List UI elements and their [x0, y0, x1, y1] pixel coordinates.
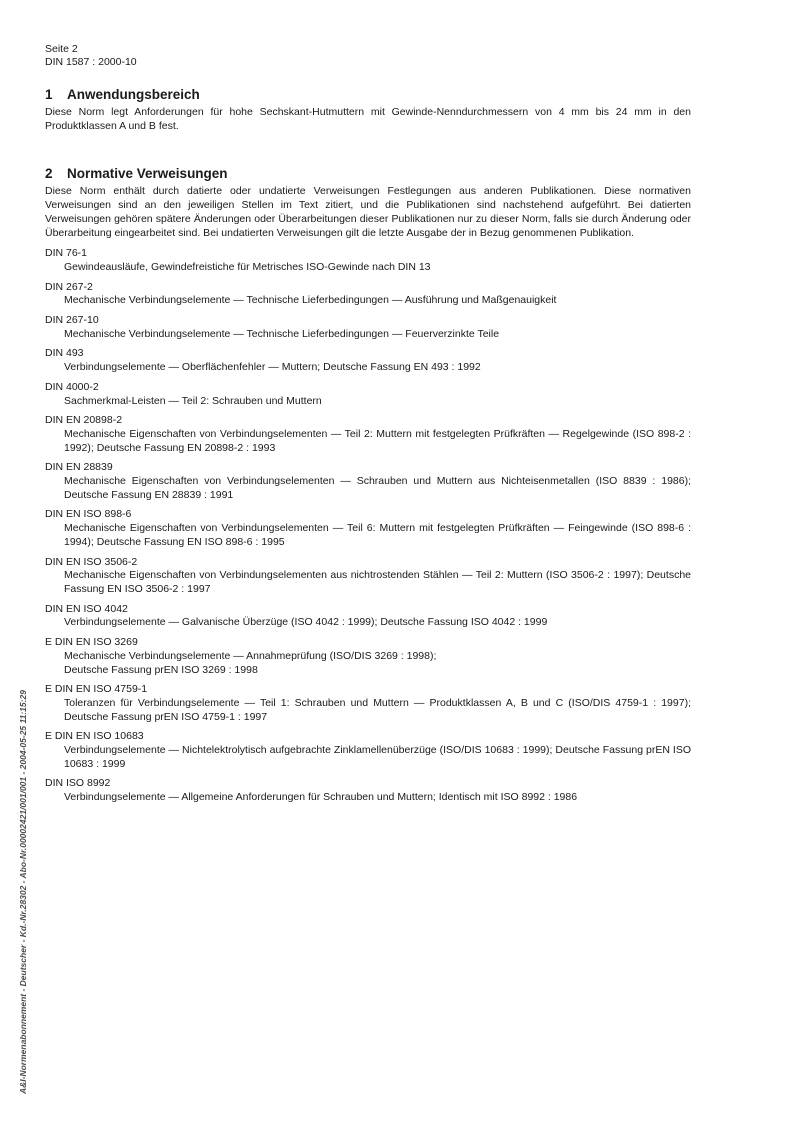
reference-title: Verbindungselemente — Galvanische Überzüge (ISO 4042 : 1999); Deutsche Fassung ISO 4042 : 1999	[64, 616, 548, 629]
reference-item	[45, 683, 691, 724]
reference-item	[45, 636, 691, 677]
reference-title: Mechanische Eigenschaften von Verbindungselementen — Teil 2: Muttern mit festgelegten Prüfkräften — Regelgewinde (ISO 898-2 : 1992); Deutsche Fassung EN 20898-2 : 1993	[64, 427, 691, 454]
section-title: Anwendungsbereich	[67, 87, 200, 102]
reference-item	[45, 556, 691, 597]
reference-title: Mechanische Verbindungselemente — Annahmeprüfung (ISO/DIS 3269 : 1998); Deutsche Fassung prEN ISO 3269 : 1998	[64, 649, 437, 676]
reference-item	[45, 347, 691, 374]
reference-title: Gewindeausläufe, Gewindefreistiche für Metrisches ISO-Gewinde nach DIN 13	[64, 260, 431, 273]
section-title: Normative Verweisungen	[67, 166, 228, 182]
reference-item	[45, 461, 691, 502]
reference-title: Mechanische Eigenschaften von Verbindungselementen aus nichtrostenden Stählen — Teil 2: Muttern (ISO 3506-2 : 1997); Deutsche Fassung EN ISO 3506-2 : 1997	[64, 569, 691, 595]
section-number: 2	[45, 166, 53, 182]
reference-title: Mechanische Verbindungselemente — Technische Lieferbedingungen — Feuerverzinkte Teile	[64, 327, 500, 340]
reference-title: Mechanische Eigenschaften von Verbindungselementen — Teil 6: Muttern mit festgelegten Prüfkräften — Feingewinde (ISO 898-6 : 1994); Deutsche Fassung EN ISO 898-6 : 1995	[64, 522, 691, 548]
reference-code: DIN EN ISO 898-6	[45, 508, 132, 521]
reference-title: Mechanische Verbindungselemente — Technische Lieferbedingungen — Ausführung und Maßgenauigkeit	[64, 294, 557, 307]
reference-list	[45, 247, 691, 805]
section-paragraph: Diese Norm legt Anforderungen für hohe Sechskant-Hutmuttern mit Gewinde-Nenndurchmessern von 4 mm bis 24 mm in den Produktklassen A und B fest.	[45, 106, 691, 132]
reference-item	[45, 603, 691, 630]
reference-item	[45, 777, 691, 804]
reference-title: Mechanische Eigenschaften von Verbindungselementen — Schrauben und Muttern aus Nichteisenmetallen (ISO 8839 : 1986); Deutsche Fassung EN 28839 : 1991	[64, 475, 691, 501]
reference-code: DIN 493	[45, 347, 84, 360]
reference-item	[45, 508, 691, 549]
reference-item	[45, 730, 691, 771]
reference-code: E DIN EN ISO 4759-1	[45, 683, 148, 696]
reference-code: DIN EN 20898-2	[45, 414, 123, 427]
reference-code: DIN ISO 8992	[45, 777, 111, 790]
document-id: DIN 1587 : 2000-10	[45, 56, 137, 68]
section-paragraph: Diese Norm enthält durch datierte oder undatierte Verweisungen Festlegungen aus anderen Publikationen. Diese normativen Verweisungen sind an den jeweiligen Stellen im Text zitiert, und die Publikationen sind nachstehend aufgeführt. Bei datierten Verweisungen gehören spätere Änderungen oder Überarbeitungen dieser Publikationen nur zu dieser Norm, falls sie durch Änderung oder Überarbeitung eingearbeitet sind. Bei undatierten Verweisungen gilt die letzte Ausgabe der in Bezug genommenen Publikation.	[45, 185, 691, 239]
reference-code: DIN 267-2	[45, 280, 93, 293]
reference-title: Verbindungselemente — Allgemeine Anforderungen für Schrauben und Muttern; Identisch mit ISO 8992 : 1986	[64, 791, 578, 804]
section-heading	[45, 166, 691, 182]
section-normative-references	[45, 166, 691, 804]
reference-code: DIN 4000-2	[45, 380, 99, 393]
reference-item	[45, 314, 691, 341]
section-number: 1	[45, 87, 53, 102]
reference-code: DIN 76-1	[45, 247, 88, 260]
section-heading	[45, 87, 691, 103]
reference-item	[45, 281, 691, 308]
reference-code: DIN EN 28839	[45, 461, 113, 474]
reference-code: E DIN EN ISO 10683	[45, 730, 144, 743]
section-scope	[45, 87, 691, 133]
document-body	[45, 87, 691, 811]
reference-title: Toleranzen für Verbindungselemente — Teil 1: Schrauben und Muttern — Produktklassen A, B und C (ISO/DIS 4759-1 : 1997); Deutsche Fassung prEN ISO 4759-1 : 1997	[64, 696, 691, 723]
license-watermark-note: A&I-Normenabonnement - Deutscher - Kd.-Nr.28302 - Abo-Nr.00002421/001/001 - 2004-05-25 11:15:29	[18, 690, 28, 1094]
reference-code: DIN EN ISO 3506-2	[45, 555, 138, 568]
page-label: Seite 2	[45, 43, 78, 55]
reference-code: DIN EN ISO 4042	[45, 602, 128, 615]
reference-title: Verbindungselemente — Oberflächenfehler — Muttern; Deutsche Fassung EN 493 : 1992	[64, 361, 481, 374]
reference-item	[45, 381, 691, 408]
page-header	[45, 43, 137, 69]
reference-title: Verbindungselemente — Nichtelektrolytisch aufgebrachte Zinklamellenüberzüge (ISO/DIS 10683 : 1999); Deutsche Fassung prEN ISO 10683 : 1999	[64, 744, 691, 770]
reference-code: E DIN EN ISO 3269	[45, 636, 138, 649]
reference-title: Sachmerkmal-Leisten — Teil 2: Schrauben und Muttern	[64, 394, 322, 407]
reference-code: DIN 267-10	[45, 314, 99, 327]
reference-item	[45, 414, 691, 455]
reference-item	[45, 247, 691, 274]
